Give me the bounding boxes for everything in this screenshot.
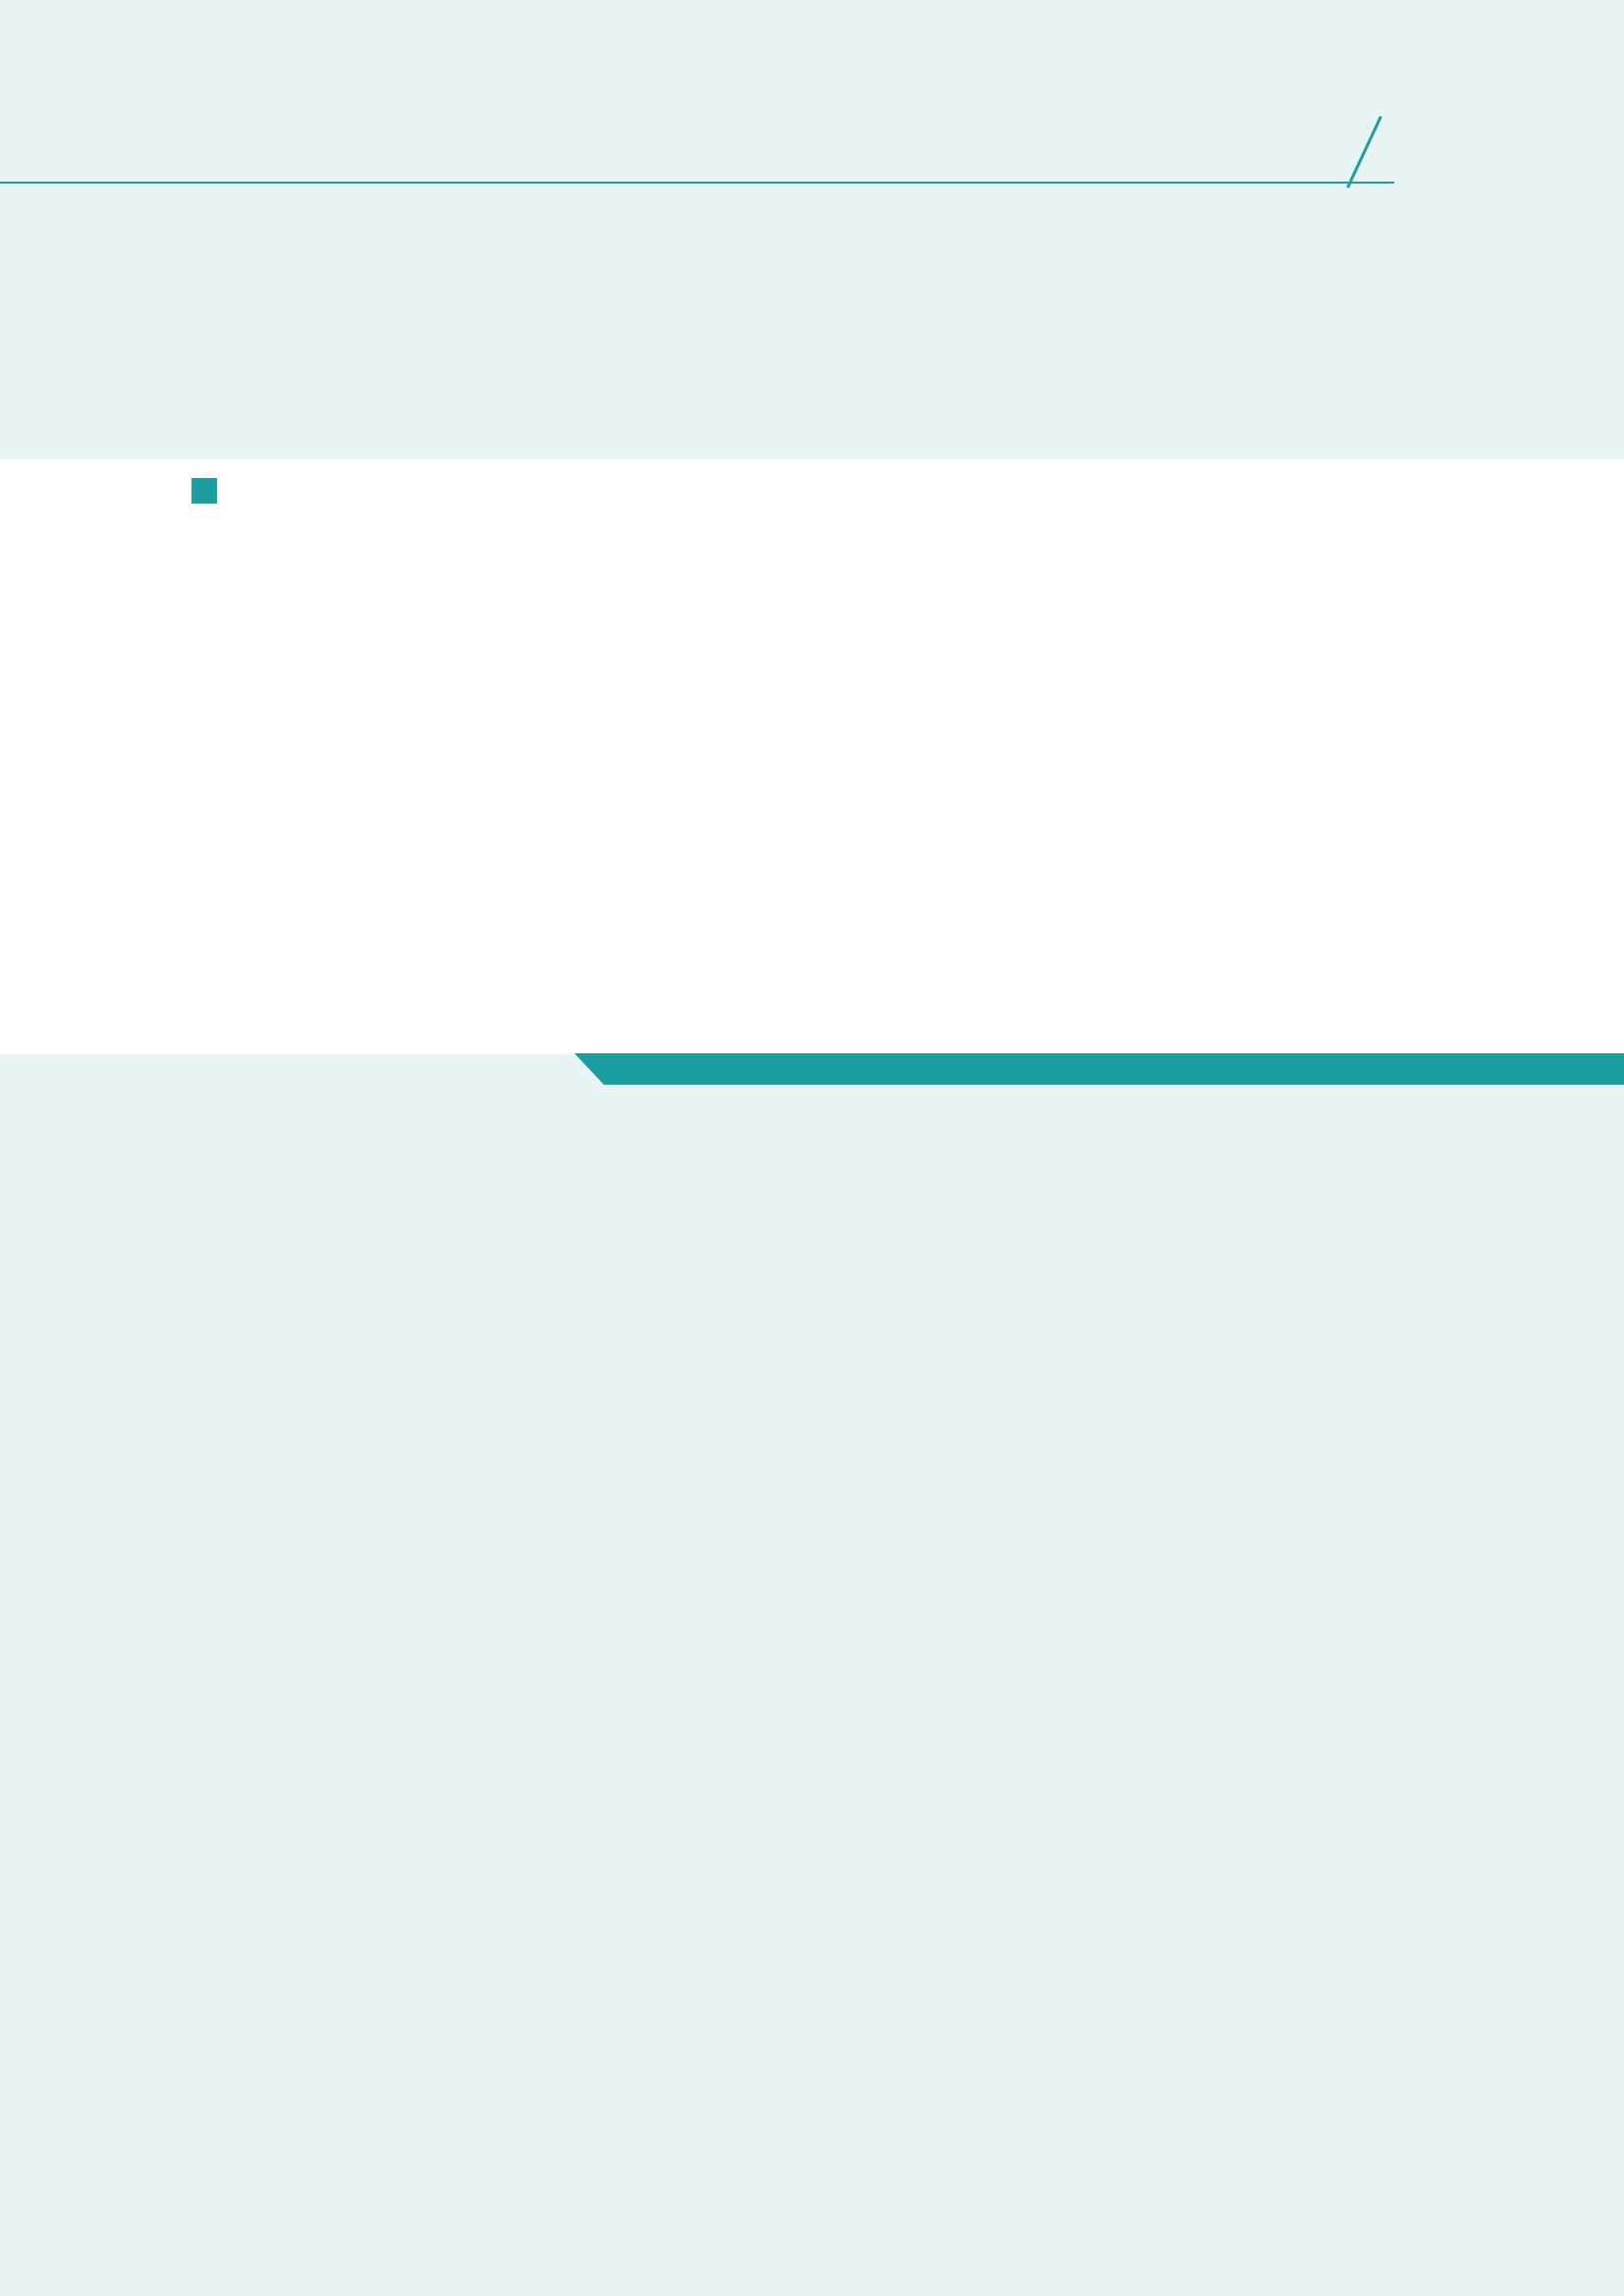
decorative-band: [574, 1053, 1624, 1085]
header-slash: [1346, 116, 1382, 188]
header-rule: [0, 182, 1394, 184]
chart-title: [191, 478, 229, 504]
bar-chart: [0, 459, 1624, 1054]
square-bullet-icon: [191, 478, 217, 504]
